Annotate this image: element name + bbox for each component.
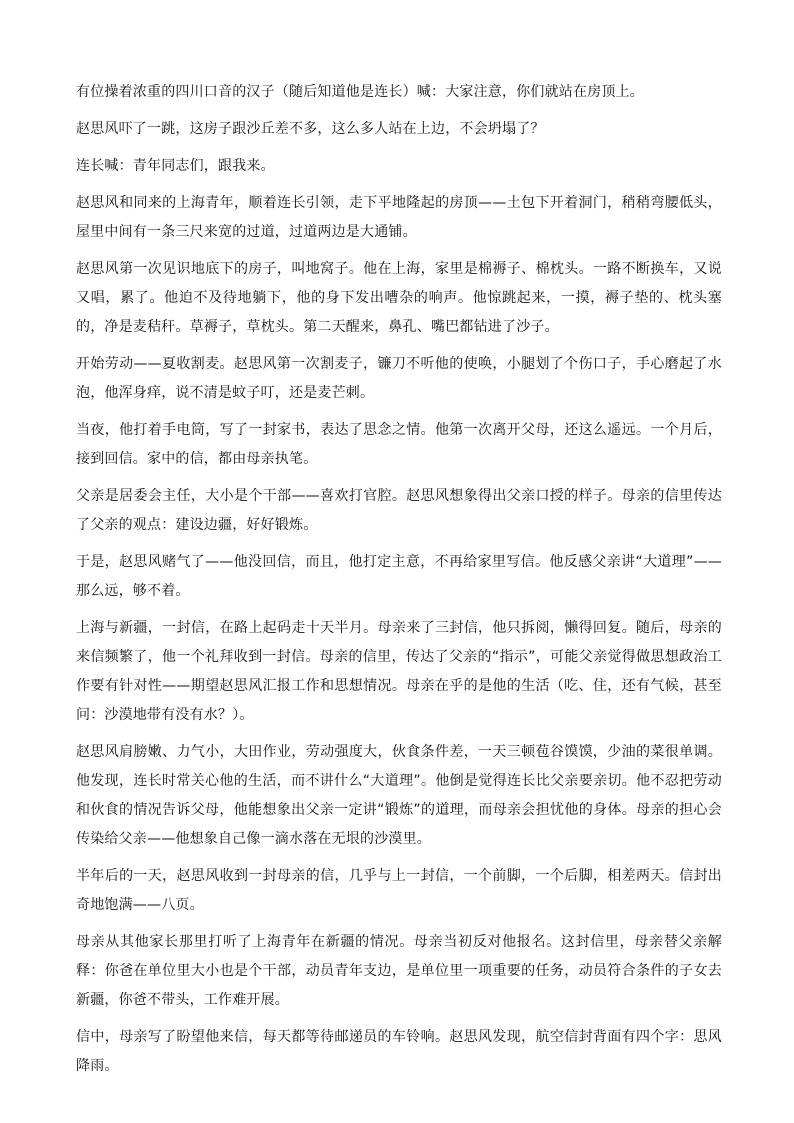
- paragraph: 母亲从其他家长那里打听了上海青年在新疆的情况。母亲当初反对他报名。这封信里，母亲替父亲解释：你爸在单位里大小也是个干部，动员青年支边，是单位里一项重要的任务，动员符合条件的子女去新疆，你爸不带头，工作难开展。: [76, 934, 722, 1008]
- paragraph: 父亲是居委会主任，大小是个干部——喜欢打官腔。赵思风想象得出父亲口授的样子。母亲的信里传达了父亲的观点：建设边疆，好好锻炼。: [76, 488, 722, 533]
- paragraph: 开始劳动——夏收割麦。赵思风第一次割麦子，镰刀不听他的使唤，小腿划了个伤口子，手心磨起了水泡，他浑身痒，说不清是蚊子叮，还是麦芒刺。: [76, 356, 722, 401]
- paragraph: 上海与新疆，一封信，在路上起码走十天半月。母亲来了三封信，他只拆阅，懒得回复。随后，母亲的来信频繁了，他一个礼拜收到一封信。母亲的信里，传达了父亲的“指示”，可能父亲觉得做思想政治工作要有针对性——期望赵思风汇报工作和思想情况。母亲在乎的是他的生活（吃、住，还有气候，甚至问：沙漠地带有没有水？）。: [76, 620, 722, 723]
- paragraph: 赵思风肩膀嫩、力气小，大田作业，劳动强度大，伙食条件差，一天三顿苞谷馍馍，少油的菜很单调。他发现，连长时常关心他的生活，而不讲什么“大道理”。他倒是觉得连长比父亲要亲切。他不忍把劳动和伙食的情况告诉父母，他能想象出父亲一定讲“锻炼”的道理，而母亲会担忧他的身体。母亲的担心会传染给父亲——他想象自己像一滴水落在无垠的沙漠里。: [76, 744, 722, 847]
- paragraph: 赵思风第一次见识地底下的房子，叫地窝子。他在上海，家里是棉褥子、棉枕头。一路不断换车，又说又唱，累了。他迫不及待地躺下，他的身下发出嘈杂的响声。他惊跳起来，一摸，褥子垫的、枕头塞的，净是麦秸秆。草褥子，草枕头。第二天醒来，鼻孔、嘴巴都钻进了沙子。: [76, 261, 722, 335]
- paragraph: 赵思风和同来的上海青年，顺着连长引领，走下平地隆起的房顶——土包下开着洞门，稍稍弯腰低头，屋里中间有一条三尺来宽的过道，过道两边是大通铺。: [76, 195, 722, 240]
- paragraph: 赵思风吓了一跳，这房子跟沙丘差不多，这么多人站在上边，不会坍塌了？: [76, 121, 545, 137]
- paragraph: 有位操着浓重的四川口音的汉子（随后知道他是连长）喊：大家注意，你们就站在房顶上。: [76, 84, 644, 100]
- paragraph: 当夜，他打着手电筒，写了一封家书，表达了思念之情。他第一次离开父母，还这么遥远。一个月后，接到回信。家中的信，都由母亲执笔。: [76, 422, 722, 467]
- paragraph: 连长喊：青年同志们，跟我来。: [76, 158, 275, 174]
- paragraph: 于是，赵思风赌气了——他没回信，而且，他打定主意，不再给家里写信。他反感父亲讲“大道理”——那么远，够不着。: [76, 554, 722, 599]
- paragraph: 半年后的一天，赵思风收到一封母亲的信，几乎与上一封信，一个前脚，一个后脚，相差两天。信封出奇地饱满——八页。: [76, 868, 722, 913]
- paragraph: 信中，母亲写了盼望他来信，每天都等待邮递员的车铃响。赵思风发现，航空信封背面有四个字：思风降雨。: [76, 1029, 722, 1074]
- document-body: [76, 78, 722, 1089]
